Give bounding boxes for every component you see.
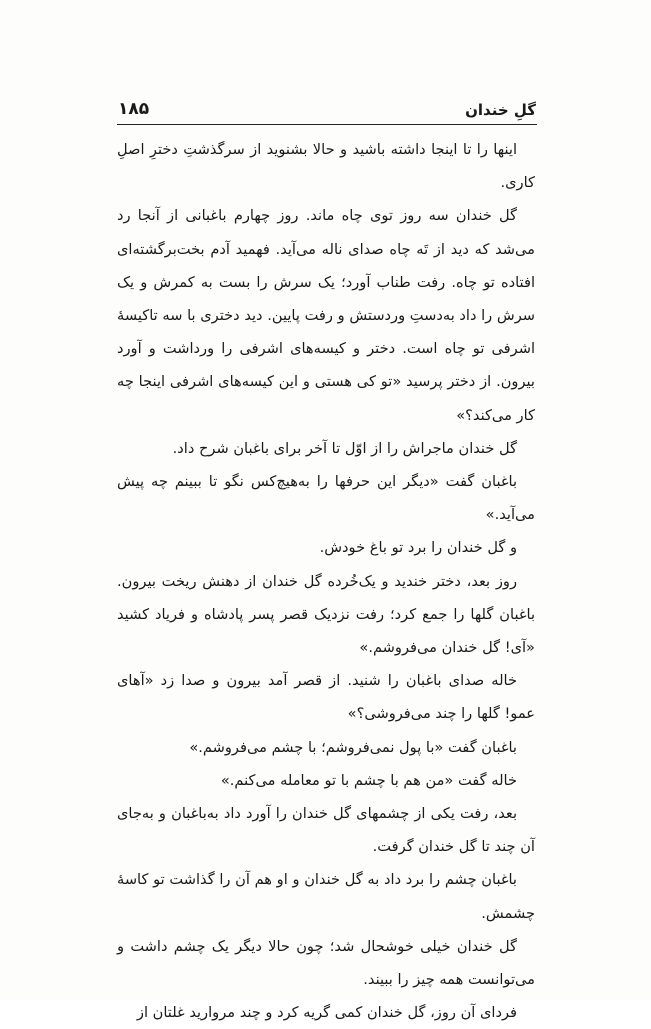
- paragraph: خاله گفت «من هم با چشم با تو معامله می‌کنم.»: [220, 771, 517, 789]
- paragraph: اینها را تا اینجا داشته باشید و حالا بشنوید از سرگذشتِ دخترِ اصلِ کاری.: [117, 141, 535, 192]
- paragraph: گل خندان خیلی خوشحال شد؛ چون حالا دیگر یک چشم داشت و می‌توانست همه چیز را ببیند.: [117, 937, 535, 989]
- paragraph: فردای آن روز، گل خندان کمی گریه کرد و چند مروارید غلتان از: [136, 1004, 517, 1022]
- paragraph: باغبان چشم را برد داد به گل خندان و او هم آن را گذاشت تو کاسهٔ چشمش.: [117, 871, 535, 922]
- header-rule: [117, 124, 537, 125]
- paragraph: باغبان گفت «دیگر این حرفها را به‌هیچ‌کس نگو تا ببینم چه پیش می‌آید.»: [117, 473, 535, 524]
- paragraph: خاله صدای باغبان را شنید. از قصر آمد بیرون و صدا زد «آهای عمو! گلها را چند می‌فروشی؟»: [117, 672, 535, 723]
- page-number: ۱۸۵: [118, 99, 150, 119]
- paragraph: و گل خندان را برد تو باغ خودش.: [319, 539, 517, 557]
- page-header: [118, 94, 536, 118]
- paragraph: بعد، رفت یکی از چشمهای گل خندان را آورد داد به‌باغبان و به‌جای آن چند تا گل خندان گرفت.: [117, 805, 535, 856]
- paragraph: گل خندان سه روز توی چاه ماند. روز چهارم باغبانی از آنجا رد می‌شد که دید از تَه چاه صدای ناله می‌آید. فهمید آدم بخت‌برگشته‌ای افتاده تو چاه. رفت طناب آورد؛ یک سرش را بست به کمرش و یک سرش را داد به‌دستِ وردستش و رفت پایین. دید دختری با سه تاکیسهٔ اشرفی تو چاه است. دختر و کیسه‌های اشرفی را ورداشت و آورد بیرون. از دختر پرسید «تو کی هستی و این کیسه‌های اشرفی اینجا چه کار می‌کند؟»: [117, 207, 535, 424]
- body-text: [117, 133, 535, 1029]
- running-title: گلِ خندان: [465, 101, 536, 119]
- paragraph: روز بعد، دختر خندید و یک‌خُرده گل خندان از دهنش ریخت بیرون. باغبان گلها را جمع کرد؛ رفت نزدیک قصر پسر پادشاه و فریاد کشید «آی! گل خندان می‌فروشم.»: [117, 572, 535, 657]
- paragraph: باغبان گفت «با پول نمی‌فروشم؛ با چشم می‌فروشم.»: [189, 738, 517, 756]
- paragraph: گل خندان ماجراش را از اوّل تا آخر برای باغبان شرح داد.: [172, 439, 517, 457]
